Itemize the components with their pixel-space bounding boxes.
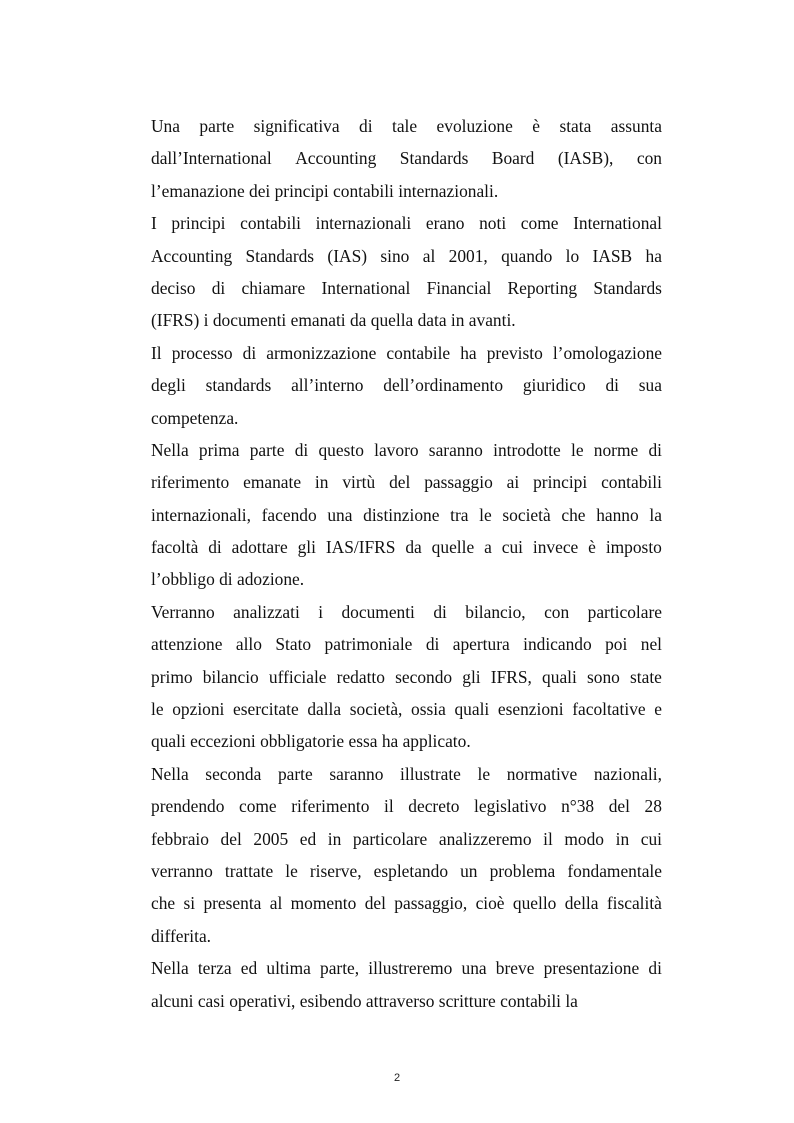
- text-line: Nella seconda parte saranno illustrate le normative nazionali,: [151, 763, 662, 784]
- text-line: febbraio del 2005 ed in particolare analizzeremo il modo in cui: [151, 828, 662, 849]
- text-line: degli standards all’interno dell’ordinamento giuridico di sua: [151, 375, 662, 396]
- text-line: Il processo di armonizzazione contabile ha previsto l’omologazione: [151, 342, 662, 363]
- text-line: Nella prima parte di questo lavoro saranno introdotte le norme di: [151, 439, 662, 460]
- text-line: differita.: [151, 925, 212, 946]
- text-line: l’emanazione dei principi contabili internazionali.: [151, 180, 499, 201]
- text-line: primo bilancio ufficiale redatto secondo gli IFRS, quali sono state: [151, 666, 662, 687]
- text-line: deciso di chiamare International Financial Reporting Standards: [151, 277, 662, 298]
- paragraph: [151, 110, 662, 207]
- body-text: [151, 110, 662, 1017]
- text-line: quali eccezioni obbligatorie essa ha applicato.: [151, 731, 471, 752]
- text-line: alcuni casi operativi, esibendo attraverso scritture contabili la: [151, 990, 578, 1011]
- text-line: le opzioni esercitate dalla società, ossia quali esenzioni facoltative e: [151, 699, 662, 720]
- text-line: Verranno analizzati i documenti di bilancio, con particolare: [151, 601, 662, 622]
- text-line: Accounting Standards (IAS) sino al 2001, quando lo IASB ha: [151, 245, 662, 266]
- text-line: verranno trattate le riserve, espletando un problema fondamentale: [151, 860, 662, 881]
- paragraph: [151, 434, 662, 596]
- text-line: competenza.: [151, 407, 239, 428]
- text-line: prendendo come riferimento il decreto legislativo n°38 del 28: [151, 796, 662, 817]
- page-number: 2: [393, 1072, 401, 1084]
- text-line: che si presenta al momento del passaggio, cioè quello della fiscalità: [151, 893, 662, 914]
- paragraph: [151, 952, 662, 1017]
- text-line: attenzione allo Stato patrimoniale di apertura indicando poi nel: [151, 634, 662, 655]
- text-line: Una parte significativa di tale evoluzione è stata assunta: [151, 116, 662, 136]
- text-line: dall’International Accounting Standards Board (IASB), con: [151, 148, 662, 169]
- paragraph: [151, 337, 662, 434]
- text-line: (IFRS) i documenti emanati da quella data in avanti.: [151, 310, 516, 331]
- paragraph: [151, 758, 662, 952]
- text-line: internazionali, facendo una distinzione tra le società che hanno la: [151, 504, 662, 525]
- paragraph: [151, 596, 662, 758]
- text-line: l’obbligo di adozione.: [151, 569, 305, 590]
- text-line: riferimento emanate in virtù del passaggio ai principi contabili: [151, 472, 662, 493]
- text-line: facoltà di adottare gli IAS/IFRS da quelle a cui invece è imposto: [151, 537, 662, 558]
- text-line: Nella terza ed ultima parte, illustreremo una breve presentazione di: [151, 958, 662, 979]
- paragraph: [151, 207, 662, 337]
- text-line: I principi contabili internazionali erano noti come International: [151, 213, 662, 234]
